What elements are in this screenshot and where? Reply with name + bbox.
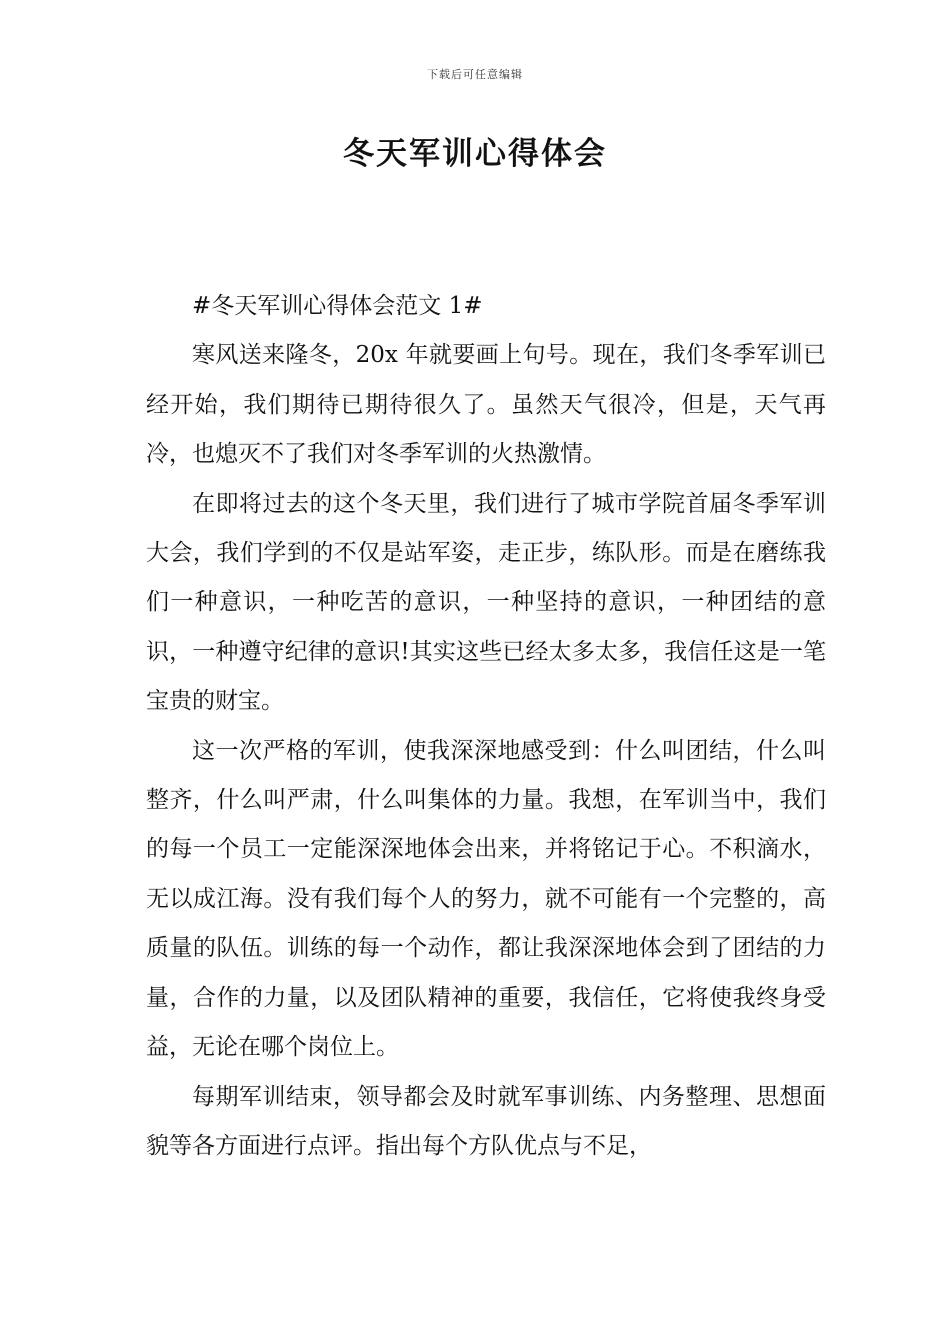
paragraph-4: 每期军训结束，领导都会及时就军事训练、内务整理、思想面貌等各方面进行点评。指出每个方队优点与不足， bbox=[146, 1083, 826, 1159]
document-body bbox=[146, 282, 826, 1171]
section-heading: #冬天军训心得体会范文 1# bbox=[192, 293, 483, 319]
paragraph-3: 这一次严格的军训，使我深深地感受到：什么叫团结，什么叫整齐，什么叫严肃，什么叫集体的力量。我想，在军训当中，我们的每一个员工一定能深深地体会出来，并将铭记于心。不积滴水，无以成江海。没有我们每个人的努力，就不可能有一个完整的，高质量的队伍。训练的每一个动作，都让我深深地体会到了团结的力量，合作的力量，以及团队精神的重要，我信任，它将使我终身受益，无论在哪个岗位上。 bbox=[146, 737, 826, 1061]
document-title: 冬天军训心得体会 bbox=[343, 136, 607, 172]
paragraph-1: 寒风送来隆冬，20x 年就要画上句号。现在，我们冬季军训已经开始，我们期待已期待很久了。虽然天气很冷，但是，天气再冷，也熄灭不了我们对冬季军训的火热激情。 bbox=[146, 342, 826, 468]
header-note: 下载后可任意编辑 bbox=[427, 68, 523, 81]
paragraph-2: 在即将过去的这个冬天里，我们进行了城市学院首届冬季军训大会，我们学到的不仅是站军姿，走正步，练队形。而是在磨练我们一种意识，一种吃苦的意识，一种坚持的意识，一种团结的意识，一种遵守纪律的意识!其实这些已经太多太多，我信任这是一笔宝贵的财宝。 bbox=[146, 490, 826, 715]
